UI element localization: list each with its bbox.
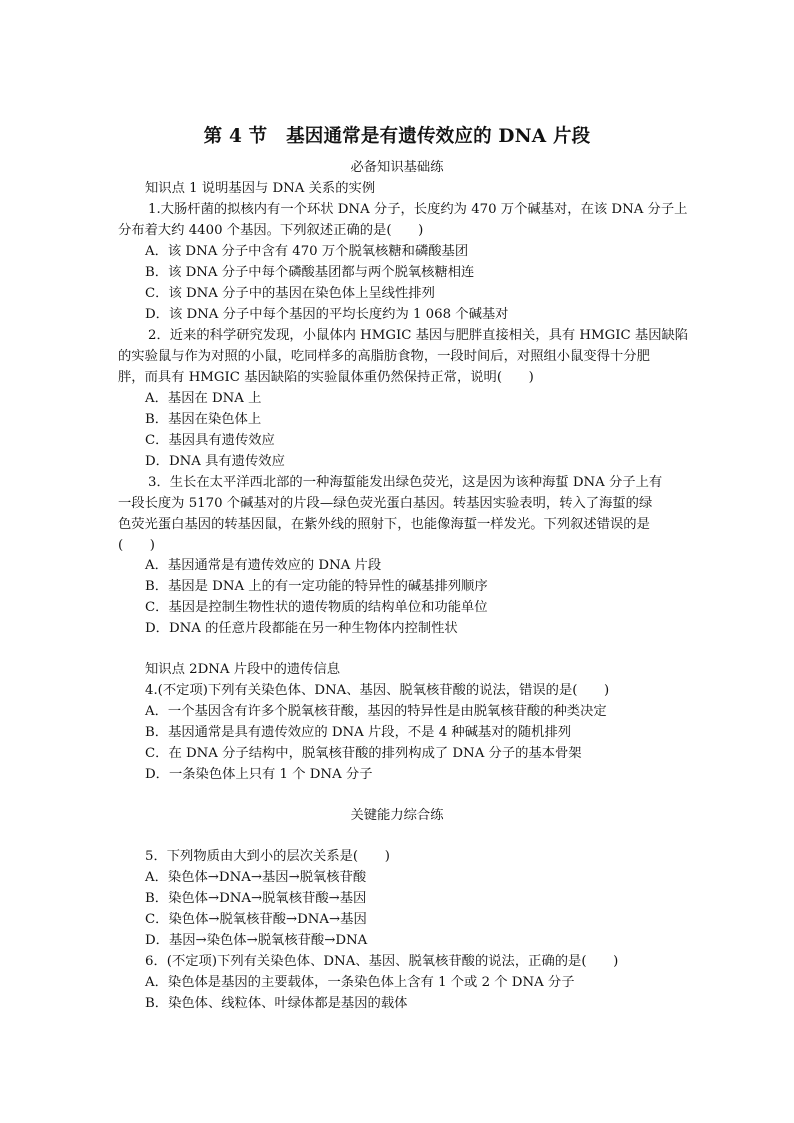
question-6-option-b: B．染色体、线粒体、叶绿体都是基因的载体 [145,996,408,1011]
question-2-option-c: C．基因具有遗传效应 [145,433,275,448]
question-4-option-c: C．在 DNA 分子结构中，脱氧核苷酸的排列构成了 DNA 分子的基本骨架 [145,746,582,761]
question-1-option-b: B．该 DNA 分子中每个磷酸基团都与两个脱氧核糖相连 [145,265,475,280]
question-3-stem-cont: 色荧光蛋白基因的转基因鼠，在紫外线的照射下，也能像海蜇一样发光。下列叙述错误的是 [118,517,650,532]
question-4-option-d: D．一条染色体上只有 1 个 DNA 分子 [145,767,373,782]
question-3-option-a: A．基因通常是有遗传效应的 DNA 片段 [145,558,382,573]
question-3-option-c: C．基因是控制生物性状的遗传物质的结构单位和功能单位 [145,600,488,615]
question-6-stem: 6．(不定项)下列有关染色体、DNA、基因、脱氧核苷酸的说法，正确的是( ) [145,954,619,969]
question-5-option-d: D．基因→染色体→脱氧核苷酸→DNA [145,933,368,948]
question-2-stem-cont: 的实验鼠与作为对照的小鼠，吃同样多的高脂肪食物，一段时间后，对照组小鼠变得十分肥 [118,349,650,364]
question-3-option-b: B．基因是 DNA 上的有一定功能的特异性的碱基排列顺序 [145,579,488,594]
question-1-stem-cont: 分布着大约 4400 个基因。下列叙述正确的是( ) [118,223,424,238]
question-2-option-b: B．基因在染色体上 [145,412,262,427]
question-3-stem: 3．生长在太平洋西北部的一种海蜇能发出绿色荧光，这是因为该种海蜇 DNA 分子上有 [148,475,663,490]
question-1-option-c: C．该 DNA 分子中的基因在染色体上呈线性排列 [145,286,435,301]
section-heading-ability: 关键能力综合练 [350,808,444,823]
page-title: 第 4 节 基因通常是有遗传效应的 DNA 片段 [203,126,591,147]
question-1-option-a: A．该 DNA 分子中含有 470 万个脱氧核糖和磷酸基团 [145,244,469,259]
question-2-option-d: D．DNA 具有遗传效应 [145,454,285,469]
question-5-stem: 5．下列物质由大到小的层次关系是( ) [145,849,390,864]
question-2-stem: 2．近来的科学研究发现，小鼠体内 HMGIC 基因与肥胖直接相关，具有 HMGIC 基因缺陷 [148,328,689,343]
question-3-stem-cont: 一段长度为 5170 个碱基对的片段—绿色荧光蛋白基因。转基因实验表明，转入了海蜇的绿 [118,496,653,511]
question-5-option-a: A．染色体→DNA→基因→脱氧核苷酸 [145,870,367,885]
question-4-option-a: A．一个基因含有许多个脱氧核苷酸，基因的特异性是由脱氧核苷酸的种类决定 [145,704,607,719]
knowledge-point-1: 知识点 1 说明基因与 DNA 关系的实例 [145,181,376,196]
question-6-option-a: A．染色体是基因的主要载体，一条染色体上含有 1 个或 2 个 DNA 分子 [145,975,575,990]
question-4-stem: 4.(不定项)下列有关染色体、DNA、基因、脱氧核苷酸的说法，错误的是( ) [145,683,610,698]
question-5-option-c: C．染色体→脱氧核苷酸→DNA→基因 [145,912,367,927]
question-3-option-d: D．DNA 的任意片段都能在另一种生物体内控制性状 [145,621,458,636]
question-5-option-b: B．染色体→DNA→脱氧核苷酸→基因 [145,891,367,906]
knowledge-point-2: 知识点 2DNA 片段中的遗传信息 [145,662,341,677]
question-3-stem-cont: ( ) [118,538,155,553]
section-heading-basic: 必备知识基础练 [350,160,444,175]
question-2-stem-cont: 胖，而具有 HMGIC 基因缺陷的实验鼠体重仍然保持正常，说明( ) [118,370,534,385]
question-1-stem: 1.大肠杆菌的拟核内有一个环状 DNA 分子，长度约为 470 万个碱基对，在该 DNA 分子上 [148,202,688,217]
question-4-option-b: B．基因通常是具有遗传效应的 DNA 片段，不是 4 种碱基对的随机排列 [145,725,572,740]
question-1-option-d: D．该 DNA 分子中每个基因的平均长度约为 1 068 个碱基对 [145,307,509,322]
question-2-option-a: A．基因在 DNA 上 [145,391,262,406]
